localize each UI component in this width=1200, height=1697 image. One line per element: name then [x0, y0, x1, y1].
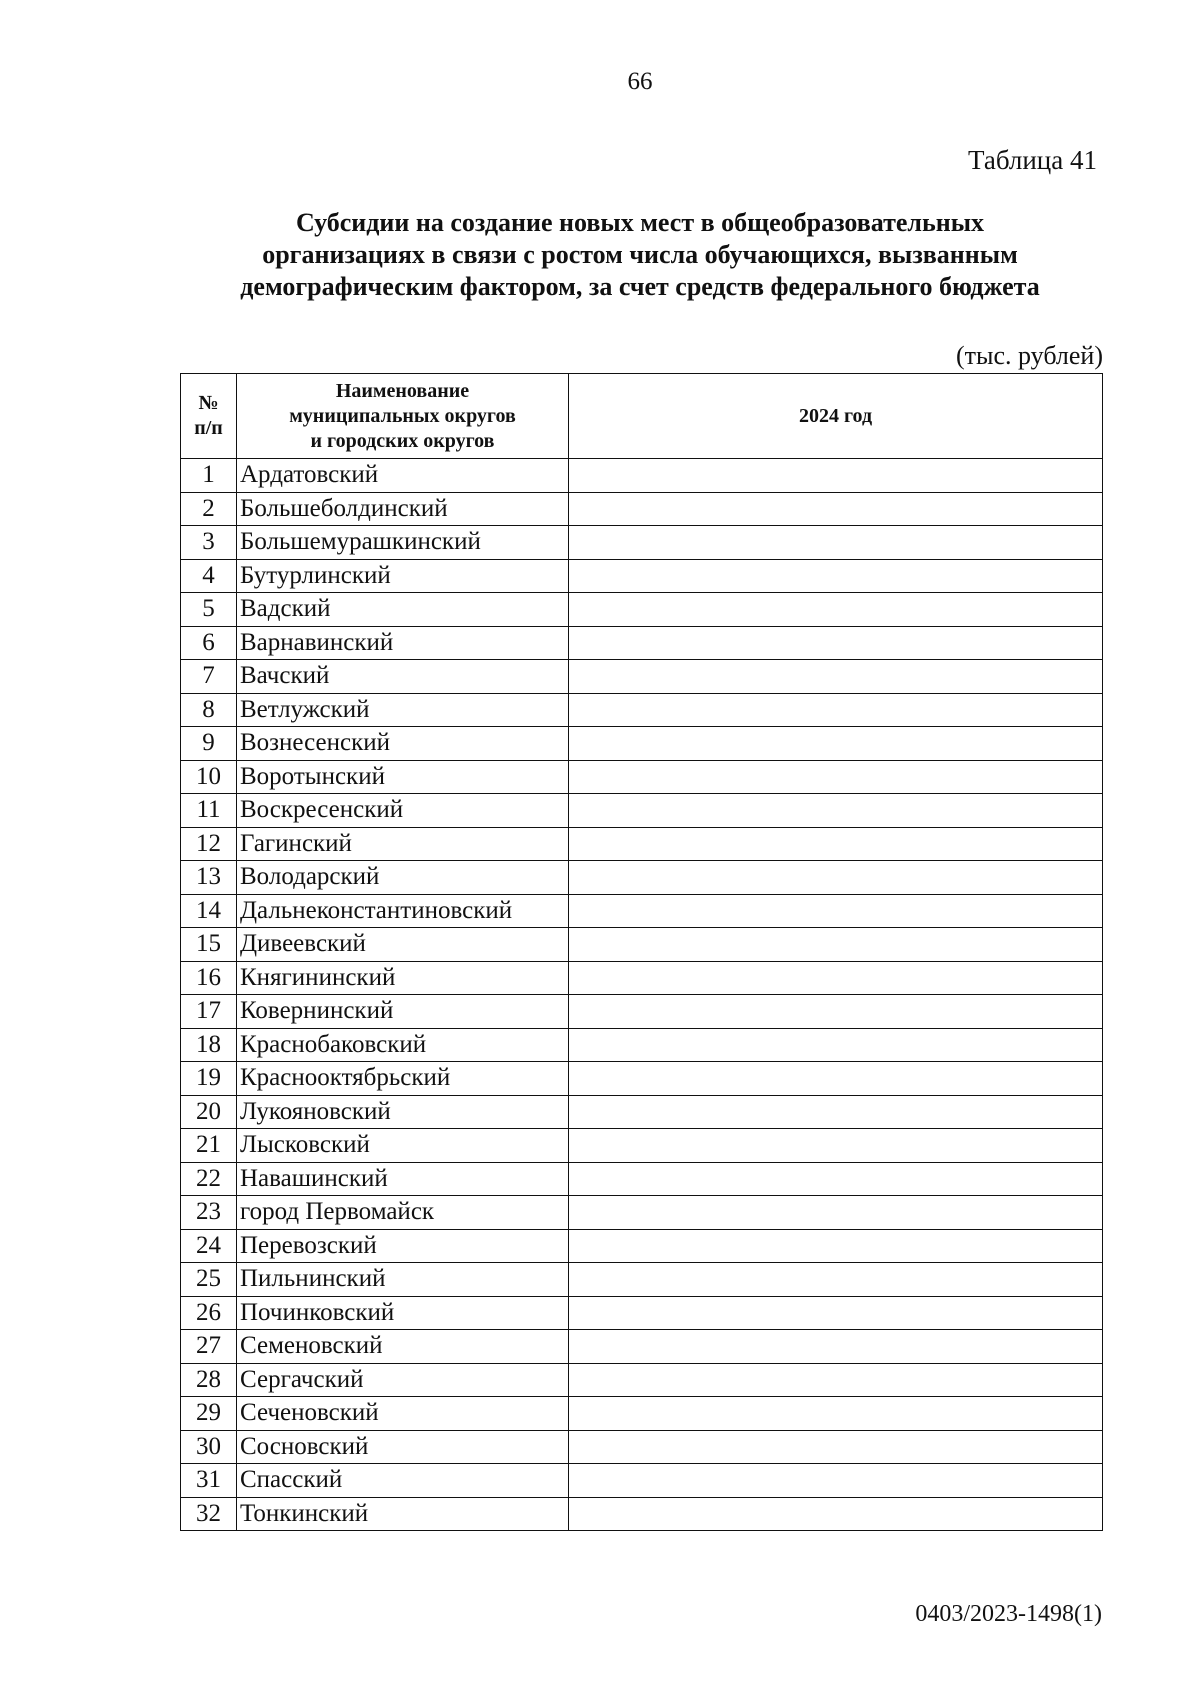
- row-number: 29: [181, 1397, 237, 1431]
- title-line: Субсидии на создание новых мест в общеобразовательных: [295, 208, 985, 237]
- row-value-2024: [569, 1129, 1103, 1163]
- row-number: 22: [181, 1162, 237, 1196]
- subsidy-table: [180, 373, 1103, 1531]
- row-name: Володарский: [237, 861, 569, 895]
- table-row: [181, 526, 1103, 560]
- table-row: [181, 1095, 1103, 1129]
- row-number: 23: [181, 1196, 237, 1230]
- row-value-2024: [569, 559, 1103, 593]
- row-value-2024: [569, 961, 1103, 995]
- table-row: [181, 559, 1103, 593]
- header-name-line: муниципальных округов: [289, 404, 516, 427]
- header-number: [181, 374, 237, 459]
- row-value-2024: [569, 727, 1103, 761]
- header-name-line: Наименование: [335, 379, 470, 402]
- table-row: [181, 492, 1103, 526]
- row-name: Вадский: [237, 593, 569, 627]
- row-number: 30: [181, 1430, 237, 1464]
- row-name: Краснооктябрьский: [237, 1062, 569, 1096]
- row-number: 7: [181, 660, 237, 694]
- row-number: 32: [181, 1497, 237, 1531]
- table-row: [181, 1062, 1103, 1096]
- row-name: Большеболдинский: [237, 492, 569, 526]
- row-name: Сеченовский: [237, 1397, 569, 1431]
- document-title: [180, 207, 1100, 303]
- title-line: демографическим фактором, за счет средств федерального бюджета: [240, 272, 1040, 301]
- table-header-row: [181, 374, 1103, 459]
- row-value-2024: [569, 1296, 1103, 1330]
- row-value-2024: [569, 1464, 1103, 1498]
- table-row: [181, 1330, 1103, 1364]
- table-row: [181, 1263, 1103, 1297]
- table-row: [181, 593, 1103, 627]
- row-value-2024: [569, 1095, 1103, 1129]
- row-value-2024: [569, 794, 1103, 828]
- row-value-2024: [569, 995, 1103, 1029]
- table-row: [181, 1464, 1103, 1498]
- row-name: Краснобаковский: [237, 1028, 569, 1062]
- row-number: 11: [181, 794, 237, 828]
- row-number: 20: [181, 1095, 237, 1129]
- table-row: [181, 727, 1103, 761]
- table-row: [181, 995, 1103, 1029]
- row-value-2024: [569, 1497, 1103, 1531]
- row-value-2024: [569, 660, 1103, 694]
- row-value-2024: [569, 492, 1103, 526]
- table-row: [181, 626, 1103, 660]
- row-number: 1: [181, 459, 237, 493]
- table-row: [181, 1229, 1103, 1263]
- row-name: Спасский: [237, 1464, 569, 1498]
- row-name: Ветлужский: [237, 693, 569, 727]
- row-value-2024: [569, 1263, 1103, 1297]
- header-number-line: №: [198, 392, 219, 414]
- row-number: 5: [181, 593, 237, 627]
- row-value-2024: [569, 1363, 1103, 1397]
- table-row: [181, 794, 1103, 828]
- row-value-2024: [569, 928, 1103, 962]
- row-name: Дивеевский: [237, 928, 569, 962]
- row-number: 21: [181, 1129, 237, 1163]
- row-number: 12: [181, 827, 237, 861]
- table-row: [181, 1129, 1103, 1163]
- row-value-2024: [569, 1229, 1103, 1263]
- row-name: Перевозский: [237, 1229, 569, 1263]
- row-value-2024: [569, 861, 1103, 895]
- row-number: 2: [181, 492, 237, 526]
- row-name: Вознесенский: [237, 727, 569, 761]
- row-value-2024: [569, 1162, 1103, 1196]
- row-number: 28: [181, 1363, 237, 1397]
- row-value-2024: [569, 1028, 1103, 1062]
- row-number: 4: [181, 559, 237, 593]
- row-name: Починковский: [237, 1296, 569, 1330]
- table-row: [181, 1397, 1103, 1431]
- row-number: 9: [181, 727, 237, 761]
- row-number: 25: [181, 1263, 237, 1297]
- row-value-2024: [569, 459, 1103, 493]
- table-row: [181, 1196, 1103, 1230]
- row-value-2024: [569, 693, 1103, 727]
- row-name: Семеновский: [237, 1330, 569, 1364]
- row-name: Пильнинский: [237, 1263, 569, 1297]
- row-number: 31: [181, 1464, 237, 1498]
- table-row: [181, 1162, 1103, 1196]
- header-number-line: п/п: [194, 417, 223, 439]
- row-value-2024: [569, 1330, 1103, 1364]
- document-code: 0403/2023-1498(1): [915, 1601, 1102, 1627]
- row-number: 14: [181, 894, 237, 928]
- row-name: Варнавинский: [237, 626, 569, 660]
- table-row: [181, 693, 1103, 727]
- row-value-2024: [569, 1196, 1103, 1230]
- table-row: [181, 1430, 1103, 1464]
- row-number: 18: [181, 1028, 237, 1062]
- row-number: 10: [181, 760, 237, 794]
- row-value-2024: [569, 593, 1103, 627]
- row-name: Сергачский: [237, 1363, 569, 1397]
- table-row: [181, 1363, 1103, 1397]
- row-name: город Первомайск: [237, 1196, 569, 1230]
- row-name: Лукояновский: [237, 1095, 569, 1129]
- row-value-2024: [569, 1397, 1103, 1431]
- row-number: 19: [181, 1062, 237, 1096]
- header-year: 2024 год: [569, 374, 1103, 459]
- table-row: [181, 1028, 1103, 1062]
- header-name: [237, 374, 569, 459]
- table-row: [181, 961, 1103, 995]
- row-value-2024: [569, 1062, 1103, 1096]
- row-name: Ардатовский: [237, 459, 569, 493]
- table-row: [181, 459, 1103, 493]
- row-name: Лысковский: [237, 1129, 569, 1163]
- table-body: [181, 459, 1103, 1531]
- table-row: [181, 928, 1103, 962]
- row-value-2024: [569, 626, 1103, 660]
- row-name: Большемурашкинский: [237, 526, 569, 560]
- row-value-2024: [569, 894, 1103, 928]
- row-number: 13: [181, 861, 237, 895]
- table-row: [181, 1296, 1103, 1330]
- row-name: Воротынский: [237, 760, 569, 794]
- table-row: [181, 1497, 1103, 1531]
- row-number: 3: [181, 526, 237, 560]
- row-value-2024: [569, 827, 1103, 861]
- row-number: 8: [181, 693, 237, 727]
- row-name: Княгининский: [237, 961, 569, 995]
- row-name: Воскресенский: [237, 794, 569, 828]
- row-number: 26: [181, 1296, 237, 1330]
- row-number: 24: [181, 1229, 237, 1263]
- table-row: [181, 861, 1103, 895]
- row-name: Навашинский: [237, 1162, 569, 1196]
- table-row: [181, 660, 1103, 694]
- row-number: 27: [181, 1330, 237, 1364]
- row-name: Сосновский: [237, 1430, 569, 1464]
- row-number: 6: [181, 626, 237, 660]
- table-row: [181, 894, 1103, 928]
- row-name: Гагинский: [237, 827, 569, 861]
- row-name: Вачский: [237, 660, 569, 694]
- row-number: 15: [181, 928, 237, 962]
- header-name-line: и городских округов: [310, 429, 495, 452]
- row-value-2024: [569, 760, 1103, 794]
- page-number: 66: [627, 68, 653, 95]
- row-value-2024: [569, 526, 1103, 560]
- row-number: 17: [181, 995, 237, 1029]
- row-name: Дальнеконстантиновский: [237, 894, 569, 928]
- row-name: Бутурлинский: [237, 559, 569, 593]
- row-number: 16: [181, 961, 237, 995]
- row-value-2024: [569, 1430, 1103, 1464]
- row-name: Ковернинский: [237, 995, 569, 1029]
- units-note: (тыс. рублей): [955, 341, 1103, 370]
- table-row: [181, 827, 1103, 861]
- row-name: Тонкинский: [237, 1497, 569, 1531]
- table-row: [181, 760, 1103, 794]
- table-caption: Таблица 41: [968, 145, 1097, 175]
- title-line: организациях в связи с ростом числа обучающихся, вызванным: [262, 240, 1018, 269]
